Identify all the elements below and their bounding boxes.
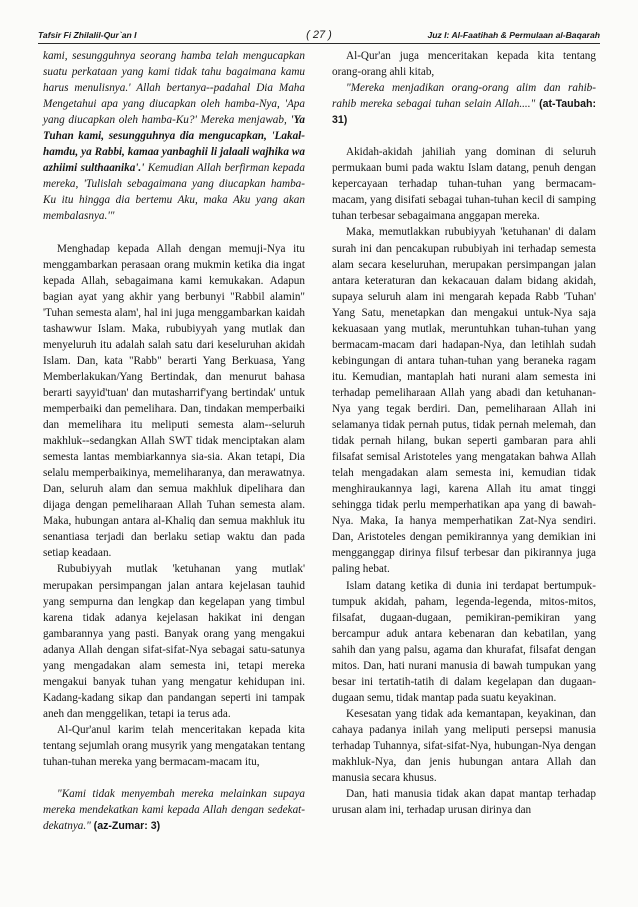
right-paragraph-5: Kesesatan yang tidak ada kemantapan, keyakinan, dan cahaya padanya inilah yang meliputi persepsi manusia terhadap Tuhannya, sifat-sifat-Nya, hubungan-Nya dengan makhluk-Nya, dan jenis hubungan antara Allah dan manusia secara khusus. xyxy=(332,707,596,785)
right-quote-text: "Mereka menjadikan orang-orang alim dan rahib-rahib mereka sebagai tuhan selain Allah...." xyxy=(332,82,596,111)
right-quote xyxy=(332,80,596,128)
left-paragraph-1 xyxy=(43,48,305,225)
left-paragraph-3: Rububiyyah mutlak 'ketuhanan yang mutlak' merupakan persimpangan jalan antara kejelasan tauhid yang sempurna dan lengkap dan kegelapan yang timbul karena tidak adanya kejelasan hakikat ini dengan gambarannya yang pasti. Banyak orang yang mengakui adanya Allah dengan sifat-sifat-Nya sebagai satu-satunya yang mengadakan alam semesta ini, tetapi mereka mengakui banyak tuhan yang mengatur kehidupan ini. Kadang-kadang sikap dan pandangan seperti ini tampak aneh dan menggelikan, tetapi ia terus ada. xyxy=(43,563,305,720)
right-quote-reference: (at-Taubah: 31) xyxy=(332,98,596,127)
left-quote-reference: (az-Zumar: 3) xyxy=(93,820,161,833)
running-header xyxy=(38,25,600,44)
header-book-title: Tafsir Fi Zhilalil-Qur`an I xyxy=(38,30,137,40)
left-paragraph-4: Al-Qur'anul karim telah menceritakan kepada kita tentang sejumlah orang musyrik yang mengatakan tentang tuhan-tuhan mereka yang bermacam-macam itu, xyxy=(43,723,305,769)
hadith-text-start: kami, sesungguhnya seorang hamba telah mengucapkan suatu perkataan yang kami tidak tahu bagaimana kamu harus menulisnya.' Allah bertanya--padahal Dia Maha Mengetahui apa yang diucapkan oleh hamba-Nya, 'Apa yang diucapkan oleh hamba-Ku?' Mereka menjawab, xyxy=(43,50,305,127)
left-column xyxy=(43,48,305,834)
right-paragraph-3: Maka, memutlakkan rububiyyah 'ketuhanan' di dalam surah ini dan pencakupan rububiyah ini terhadap semesta alam secara keseluruhan, merupakan persimpangan jalan antara keteraturan dan kekacauan dalam bidang akidah, supaya seluruh alam ini mengarah kepada Rabb 'Tuhan' Yang Satu, menetapkan dan mengakui untuk-Nya saja kekuasaan yang mutlak, meruntuhkan tuhan-tuhan yang bermacam-macam dari hadapan-Nya, dan letihlah sudah kebingungan di antara tuhan-tuhan yang beraneka ragam itu. Kemudian, mantaplah hati nurani alam semesta ini terhadap pemeliharaan Allah yang abadi dan ketuhanan-Nya yang tegak berdiri. Dan, pemeliharaan Allah ini selamanya tidak pernah putus, tidak pernah melemah, dan tidak pernah hilang, bukan seperti gambaran para ahli filsafat semisal Aristoteles yang mengatakan bahwa Allah telah mengadakan alam semesta ini, kemudian tidak menghiraukannya lagi, karena Allah itu amat tinggi sehingga tidak perlu memperhatikan apa yang di bawah-Nya. Maka, Ia hanya memperhatikan Zat-Nya sendiri. Dan, Aristoteles dengan pemikirannya yang demikian ini mengganggap dirinya filsuf terbesar dan pikirannya juga paling hebat. xyxy=(332,226,596,576)
left-paragraph-2: Menghadap kepada Allah dengan memuji-Nya itu menggambarkan perasaan orang mukmin ketika dia ingat kepada Allah, sebagaimana kami kemukakan. Adapun bagian ayat yang akhir yang berbunyi "Rabbil alamin" 'Tuhan semesta alam', hal ini juga menggambarkan kaidah tashawwur Islam. Maka, rububiyyah yang mutlak dan menyeluruh itu adalah salah satu dari keseluruhan akidah Islam. Dan, kata "Rabb" berarti Yang Berkuasa, Yang Memberlakukan/Yang Bertindak, dan menurut bahasa berarti sayyid'tuan' dan mutasharrif'yang bertindak' untuk memperbaiki dan pemelihara. Dan, tindakan memperbaiki dan memelihara itu meliputi semesta alam--seluruh makhluk--sedangkan Allah SWT tidak menciptakan alam semesta lantas membiarkannya sia-sia. Akan tetapi, Dia selalu memperbaikinya, memeliharanya, dan merawatnya. Dan, seluruh alam dan semua makhluk dipelihara dan dijaga dengan pemeliharaan Allah Tuhan semesta alam. Maka, hubungan antara al-Khaliq dan semua makhluk itu senantiasa terjadi dan berlaku setiap waktu dan pada setiap keadaan. xyxy=(43,242,305,560)
page-number: ( 27 ) xyxy=(306,29,332,41)
hadith-text-end: Kemudian Allah berfirman kepada mereka, 'Tulislah sebagaimana yang diucapkan hamba-Ku itu hingga dia bertemu Aku, maka Aku yang akan membalasnya.'" xyxy=(43,162,305,223)
right-paragraph-6: Dan, hati manusia tidak akan dapat mantap terhadap urusan alam ini, terhadap urusan dirinya dan xyxy=(332,788,596,817)
header-chapter-title: Juz I: Al-Faatihah & Permulaan al-Baqarah xyxy=(427,30,600,40)
right-paragraph-2: Akidah-akidah jahiliah yang dominan di seluruh permukaan bumi pada waktu Islam datang, penuh dengan kepercayaan terhadap tuhan-tuhan yang bermacam-macam, yang disifati sebagai tuhan-tuhan kecil di samping tuhan terbesar sebagaimana anggapan mereka. xyxy=(332,146,596,223)
left-quote xyxy=(43,786,305,834)
right-column xyxy=(332,48,596,818)
hadith-praise-phrase: 'Ya Tuhan kami, sesungguhnya dia mengucapkan, 'Lakal-hamdu, ya Rabbi, kamaa yanbaghii li jalaali wajhika wa azhiimi sulthaanika'.' xyxy=(43,114,305,175)
left-quote-text: "Kami tidak menyembah mereka melainkan supaya mereka mendekatkan kami kepada Allah dengan sedekat-dekatnya." xyxy=(43,788,305,833)
right-paragraph-1: Al-Qur'an juga menceritakan kepada kita tentang orang-orang ahli kitab, xyxy=(332,50,596,79)
right-paragraph-4: Islam datang ketika di dunia ini terdapat bertumpuk-tumpuk akidah, paham, legenda-legenda, mitos-mitos, filsafat, dugaan-dugaan, pemikiran-pemikiran yang bercampur aduk antara kebenaran dan kebatilan, yang sahih dan yang palsu, agama dan khurafat, filsafat dengan mitos. Dan, hati nurani manusia di bawah tumpukan yang besar ini tertatih-tatih di dalam kegelapan dan dugaan-dugaan semu, tidak mantap pada suatu keyakinan. xyxy=(332,579,596,704)
